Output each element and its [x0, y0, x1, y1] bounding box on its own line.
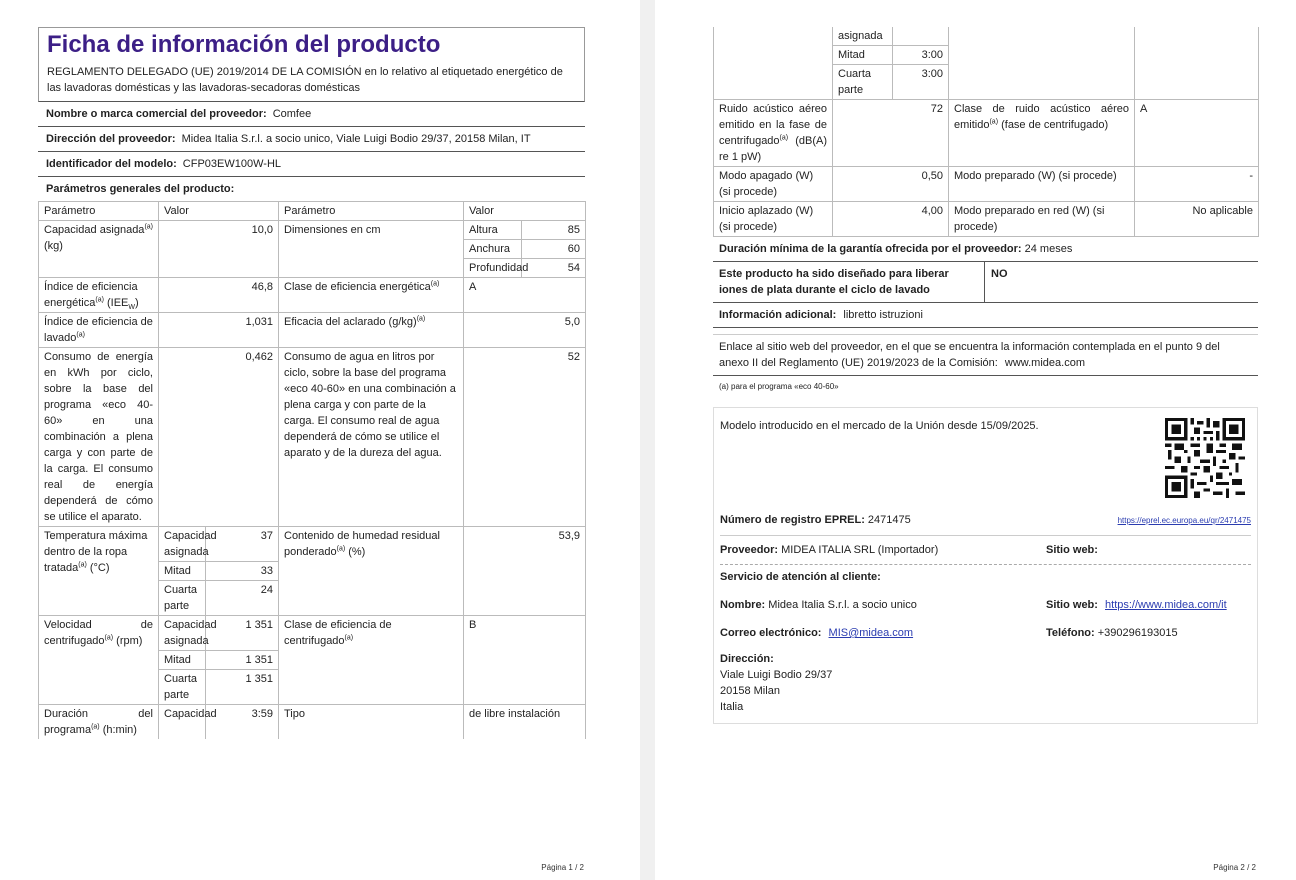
eprel-box [713, 407, 1258, 724]
water-consumption-label: Consumo de agua en litros por ciclo, sobre la base del programa «eco 40-60» en una combinación a plena carga y con parte de la carga. El consumo real de agua dependerá de cómo se utilice el aparato y de la dureza del agua. [279, 348, 464, 527]
width-label: Anchura [464, 240, 522, 259]
spin-class-label: Clase de eficiencia de centrifugado$^{(a)}$ [279, 616, 464, 705]
duration-rated-cont: asignada [833, 27, 893, 46]
duration-half-value: 3:00 [893, 46, 949, 65]
eprel-label: Número de registro EPREL: [720, 514, 865, 526]
energy-consumption-value: 0,462 [159, 348, 279, 527]
table-row [39, 527, 586, 562]
table-row [39, 705, 586, 740]
eprel-value: 2471475 [867, 514, 911, 526]
table-row [39, 313, 586, 348]
spin-half-value: 1 351 [206, 651, 279, 670]
warranty-row [713, 237, 1258, 262]
noise-value: 72 [833, 100, 949, 167]
eei-label: Índice de eficiencia energética$^{(a)}$ $(IEE_W)$ [39, 278, 159, 313]
width-value: 60 [522, 240, 586, 259]
spin-quarter-value: 1 351 [206, 670, 279, 705]
qr-code-icon[interactable] [1165, 418, 1245, 498]
rinsing-value: 5,0 [464, 313, 586, 348]
table-row [39, 278, 586, 313]
standby-label: Modo preparado (W) (si procede) [949, 167, 1135, 202]
address-label: Dirección del proveedor: [46, 133, 176, 145]
service-contact-row [720, 619, 1251, 647]
provider-value: MIDEA ITALIA SRL (Importador) [781, 544, 939, 556]
delay-start-label: Inicio aplazado (W) (si procede) [714, 202, 833, 237]
height-value: 85 [522, 221, 586, 240]
table-row [714, 202, 1259, 237]
model-label: Identificador del modelo: [46, 158, 177, 170]
duration-rated-cont-value [893, 27, 949, 46]
spin-quarter-label: Cuarta parte [159, 670, 206, 705]
service-website-label: Sitio web: [1046, 599, 1098, 611]
silver-ions-value: NO [991, 268, 1008, 280]
spin-rated-value: 1 351 [206, 616, 279, 651]
table-row [39, 616, 586, 651]
page-2 [655, 0, 1296, 880]
moisture-label: Contenido de humedad residual ponderado$^{(a)}$ (%) [279, 527, 464, 616]
network-standby-label: Modo preparado en red (W) (si procede) [949, 202, 1135, 237]
table-row [39, 221, 586, 240]
off-mode-label: Modo apagado (W) (si procede) [714, 167, 833, 202]
product-information-sheet [38, 27, 585, 739]
dimensions-label: Dimensiones en cm [279, 221, 464, 278]
provider-label: Proveedor: [720, 544, 779, 556]
general-params-label: Parámetros generales del producto: [46, 183, 235, 195]
table-header-row [39, 202, 586, 221]
page-number: Página 2 / 2 [1213, 863, 1256, 872]
height-label: Altura [464, 221, 522, 240]
silver-ions-label: Este producto ha sido diseñado para liberar iones de plata durante el ciclo de lavado [713, 262, 985, 302]
parameters-table [38, 201, 586, 739]
noise-label: Ruido acústico aéreo emitido en la fase de centrifugado$^{(a)}$ (dB(A) re 1 pW) [714, 100, 833, 167]
general-params-heading [38, 177, 585, 201]
service-name-row [720, 591, 1251, 619]
spin-class-value: B [464, 616, 586, 705]
phone-label: Teléfono: [1046, 627, 1095, 639]
address-line-3: Italia [720, 701, 744, 713]
address-value: Midea Italia S.r.l. a socio unico, Viale Luigi Bodio 29/37, 20158 Milan, IT [181, 133, 531, 145]
customer-service-heading [720, 565, 1251, 591]
header-value-2: Valor [464, 202, 586, 221]
depth-value: 54 [522, 259, 586, 278]
energy-class-label: Clase de eficiencia energética$^{(a)}$ [279, 278, 464, 313]
page-1 [0, 0, 640, 880]
page-title: Ficha de información del producto [38, 27, 585, 64]
header-value: Valor [159, 202, 279, 221]
parameters-table-continued [713, 27, 1259, 237]
table-row [39, 348, 586, 527]
water-consumption-value: 52 [464, 348, 586, 527]
duration-half-label: Mitad [833, 46, 893, 65]
header-param-2: Parámetro [279, 202, 464, 221]
spin-speed-label: Velocidad de centrifugado$^{(a)}$ (rpm) [39, 616, 159, 705]
provider-row [720, 536, 1251, 565]
warranty-value: 24 meses [1024, 243, 1073, 255]
capacity-value: 10,0 [159, 221, 279, 278]
table-row [714, 167, 1259, 202]
duration-cont-label [714, 27, 833, 100]
page-number: Página 1 / 2 [541, 863, 584, 872]
market-date-text: Modelo introducido en el mercado de la Unión desde 15/09/2025. [720, 420, 1039, 432]
temperature-label: Temperatura máxima dentro de la ropa tratada$^{(a)}$ (°C) [39, 527, 159, 616]
name-label: Nombre: [720, 599, 766, 611]
duration-rated-label: Capacidad [159, 705, 206, 740]
regulation-text: REGLAMENTO DELEGADO (UE) 2019/2014 DE LA COMISIÓN en lo relativo al etiquetado energético de las lavadoras domésticas y las lavadoras-secadoras domésticas [38, 64, 585, 102]
supplier-value: Comfee [272, 108, 312, 120]
capacity-label: Capacidad asignada$^{(a)}$ (kg) [39, 221, 159, 278]
type-cont-value [1135, 27, 1259, 100]
address-line-2: 20158 Milan [720, 685, 780, 697]
email-label: Correo electrónico: [720, 627, 822, 639]
eprel-link[interactable]: https://eprel.ec.europa.eu/qr/2471475 [1117, 516, 1251, 525]
supplier-label: Nombre o marca comercial del proveedor: [46, 108, 267, 120]
temp-quarter-label: Cuarta parte [159, 581, 206, 616]
standby-value: - [1135, 167, 1259, 202]
type-value: de libre instalación [464, 705, 586, 740]
name-value: Midea Italia S.r.l. a socio unico [768, 599, 917, 611]
duration-label: Duración del programa$^{(a)}$ (h:min) [39, 705, 159, 740]
product-information-sheet-continued [713, 27, 1258, 724]
temp-rated-value: 37 [206, 527, 279, 562]
duration-quarter-label: Cuarta parte [833, 65, 893, 100]
washing-index-value: 1,031 [159, 313, 279, 348]
moisture-value: 53,9 [464, 527, 586, 616]
website-label: Sitio web: [1046, 544, 1098, 556]
additional-value: libretto istruzioni [843, 309, 923, 321]
duration-rated-value: 3:59 [206, 705, 279, 740]
type-cont [949, 27, 1135, 100]
eei-value: 46,8 [159, 278, 279, 313]
phone-value: +390296193015 [1097, 627, 1178, 639]
warranty-label: Duración mínima de la garantía ofrecida por el proveedor: [719, 243, 1022, 255]
spin-rated-label: Capacidad asignada [159, 616, 206, 651]
duration-quarter-value: 3:00 [893, 65, 949, 100]
spin-half-label: Mitad [159, 651, 206, 670]
table-row [714, 27, 1259, 46]
noise-class-label: Clase de ruido acústico aéreo emitido$^{(a)}$ (fase de centrifugado) [949, 100, 1135, 167]
supplier-link-text: Enlace al sitio web del proveedor, en el que se encuentra la información contemplada en el punto 9 del anexo II del Reglamento (UE) 2019/2023 de la Comisión: [719, 341, 1220, 369]
email-link[interactable]: MIS@midea.com [828, 627, 914, 639]
address-line-1: Viale Luigi Bodio 29/37 [720, 669, 833, 681]
customer-service-label: Servicio de atención al cliente: [720, 571, 881, 583]
temp-half-label: Mitad [159, 562, 206, 581]
address-row [38, 127, 585, 152]
temp-rated-label: Capacidad asignada [159, 527, 206, 562]
footnote: (a) para el programa «eco 40-60» [719, 382, 839, 391]
network-standby-value: No aplicable [1135, 202, 1259, 237]
service-address-label: Dirección: [720, 653, 774, 665]
type-label: Tipo [279, 705, 464, 740]
additional-info-row [713, 303, 1258, 328]
noise-class-value: A [1135, 100, 1259, 167]
off-mode-value: 0,50 [833, 167, 949, 202]
eprel-row [720, 512, 1251, 536]
table-row [714, 100, 1259, 167]
supplier-link-row [713, 334, 1258, 376]
additional-label: Información adicional: [719, 309, 837, 321]
model-row [38, 152, 585, 177]
rinsing-label: Eficacia del aclarado $(g/kg)^{(a)}$ [279, 313, 464, 348]
temp-quarter-value: 24 [206, 581, 279, 616]
supplier-link-value: www.midea.com [1004, 357, 1085, 369]
energy-consumption-label: Consumo de energía en kWh por ciclo, sobre la base del programa «eco 40-60» en una combinación a plena carga y con parte de la carga. El consumo real de energía dependerá de cómo se utilice el aparato. [39, 348, 159, 527]
model-value: CFP03EW100W-HL [182, 158, 282, 170]
eprel-registration [720, 512, 911, 528]
silver-ions-row [713, 262, 1258, 303]
temp-half-value: 33 [206, 562, 279, 581]
supplier-row [38, 102, 585, 127]
washing-index-label: Índice de eficiencia de lavado$^{(a)}$ [39, 313, 159, 348]
service-address [720, 647, 1251, 715]
energy-class-value: A [464, 278, 586, 313]
depth-label: Profundidad [464, 259, 522, 278]
service-website-link[interactable]: https://www.midea.com/it [1105, 599, 1227, 611]
header-param: Parámetro [39, 202, 159, 221]
delay-start-value: 4,00 [833, 202, 949, 237]
